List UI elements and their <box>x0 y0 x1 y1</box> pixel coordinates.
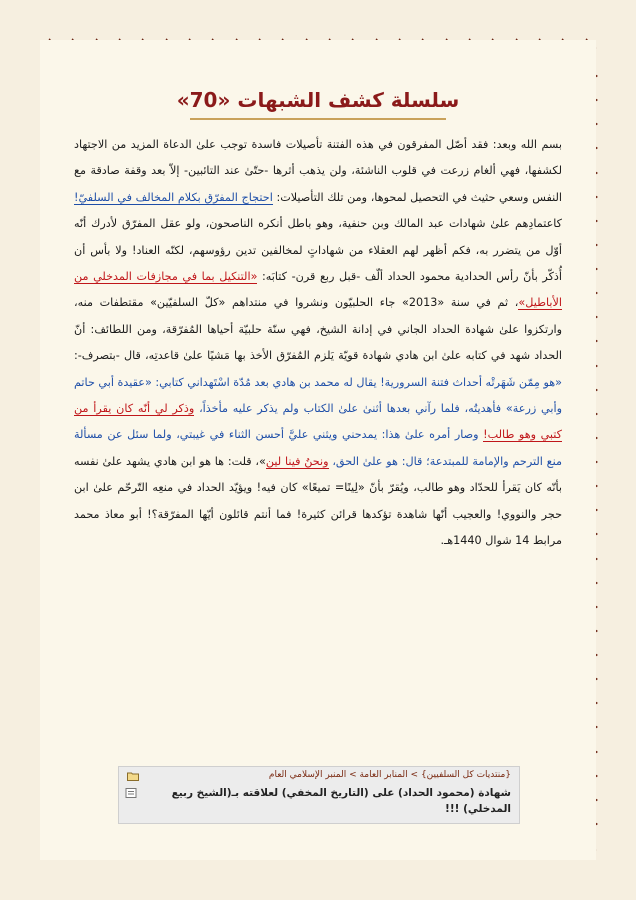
title-underline <box>190 118 446 120</box>
forum-thread-title: شهادة (محمود الحداد) على (التاريخ المخفي) لعلاقته بـ(الشيخ ربيع المدخلي) !!! <box>171 787 511 815</box>
quote-text-1: «هو مِمّن شَهَرتْه أحداث فتنة السرورية! يقال له محمد بن هادي بعد مُدّة اسْتَهداني كتابي: «عقيدة أبي حاتم وأبي زرعة» فأهديتُه، فلما رآني بعدها أثنىٰ علىٰ الكتاب ولم يذكر عليه مأخذاً، <box>73 375 562 416</box>
article-body <box>74 132 562 555</box>
quote-text-2: وصار أمره علىٰ هذا: يمدحني ويثني عليَّ أحسن الثناء في غيبتي، ولما سئل عن مسألة منع الترحم والإمامة للمبتدعة؛ قال: هو علىٰ الحق، <box>74 428 562 468</box>
highlight-book-title: «التنكيل بما في مجازفات المدخلي من الأباطيل» <box>74 270 562 310</box>
body-text-1: بسم الله وبعد: فقد أصّل المفرقون في هذه الفتنة تأصيلات فاسدة توجب علىٰ الدعاة المزيد من الاجتهاد لكشفها، فهي ألغام زرعت في قلوب الناشئة، ولن يذهب أثرها -حتّىٰ عند التائبين- إلاّ بعد وقفة صادقة مع النفس وسعي حثيث في التحصيل لمحوها، ومن تلك التأصيلات: <box>74 138 563 204</box>
highlight-link-1: احتجاج المفرّق بكلام المخالف في السلفيّ! <box>74 190 273 204</box>
forum-breadcrumb: {منتديات كل السلفيين} > المنابر العامة > المنبر الإسلامي العام <box>268 770 511 780</box>
highlight-quote-lenience: ونحنُ فينا لين <box>265 454 329 468</box>
body-text-2: كاعتمادِهم علىٰ شهادات عبد المالك وبن حنفية، وهو باطل أنكره الناصحون، ولو عقل المفرّق لأدرك أنّه أوّل من يتضرر به، فكم أظهر لهم العقلاء من شهاداتٍ لمخالفين تدين رؤوسهم، لكنّه العناد! ولا بأس أن أُذكّر بأنّ رأس الحدادية محمود الحداد ألّف -قبل ربع قرن- كتابَه: <box>74 217 562 284</box>
body-text-3: ، ثم في سنة «2013» جاء الحلبيّون ونشروا في منتداهم «كلّ السلفيّين» مقتطفات منه، وارتكزوا علىٰ شهادة الحداد الجاني في إدانة الشيخ، فهي سنّة حلبيّة أحياها المُفرّقة، ومن اللطائف: أنّ الحداد شهد في كتابه علىٰ ابن هادي شهادة قويّة يَلزم المُفرّق الأخذ بها مَشيًا علىٰ قاعدتِه، قال -بتصرف-: <box>74 296 562 363</box>
document-page <box>40 40 596 860</box>
folder-icon <box>127 771 139 781</box>
highlight-quote-reading: وذكر لي أنّه كان يقرأ من كتبي وهو طالب! <box>74 402 562 442</box>
forum-screenshot-card <box>118 766 520 824</box>
document-title: سلسلة كشف الشبهات «70» <box>176 88 460 112</box>
body-text-4: »، قلت: ها هو ابن هادي يشهد علىٰ نفسه بأنّه كان يَقرأ للحدّاد وهو طالب، ويُقرّ بأنّ «لِينًا= تميعًا» كان فيه! ويؤيّد الحداد في منعِه التّرحّم علىٰ ابن حجر والنووي! والعجيب أنّها شاهدة تؤكدها قرائن كثيرة! فما أنتم قائلون أيّها المفرّقة؟! أبو معاذ محمد مرابط 14 شوال 1440هـ. <box>74 454 562 548</box>
thread-icon <box>125 787 137 799</box>
